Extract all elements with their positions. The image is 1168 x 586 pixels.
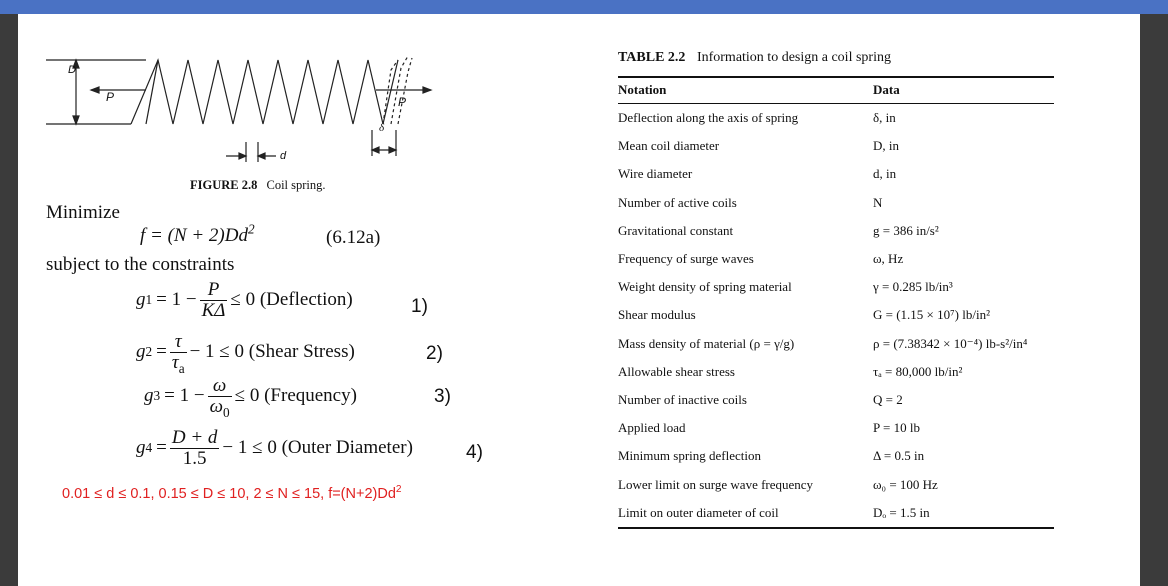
- row-data: Dₒ = 1.5 in: [873, 499, 1054, 528]
- table-row: [618, 273, 1054, 301]
- table-row: [618, 217, 1054, 245]
- constraint-g4: g 4 = $\frac{D + d}{1.5}$ − 1 ≤ 0 (Outer Diameter): [136, 427, 413, 469]
- g2-fraction: [170, 331, 187, 376]
- objective-function: [140, 221, 255, 247]
- table-row: [618, 189, 1054, 217]
- window-top-bar: [0, 0, 1168, 14]
- constraint-g3: g 3 = 1 − $\frac{\omega}{\omega_0}$ ≤ 0 (Frequency): [144, 375, 357, 420]
- row-data: ρ = (7.38342 × 10⁻⁴) lb-s²/in⁴: [873, 335, 1028, 351]
- g1-numerator: P: [200, 280, 228, 301]
- document-page: [18, 14, 1140, 586]
- row-data: ω₀ = 100 Hz: [873, 476, 938, 492]
- g2-lhs: g: [136, 341, 146, 363]
- table-row: [618, 414, 1054, 442]
- table-row: [618, 358, 1054, 386]
- g2-denominator: τ: [171, 351, 179, 373]
- minimize-label: Minimize: [46, 202, 120, 223]
- table-title: [618, 50, 891, 66]
- row-notation: Mean coil diameter: [618, 138, 720, 154]
- row-notation: Gravitational constant: [618, 222, 734, 238]
- g3-denominator: ω: [209, 395, 224, 417]
- table-row: [618, 104, 1054, 133]
- table-row: [618, 470, 1054, 498]
- g3-lhs: g: [144, 385, 154, 407]
- objective-tag: (6.12a): [326, 227, 381, 248]
- constraint-number-4: 4): [466, 442, 483, 463]
- g3-post: ≤ 0 (Frequency): [234, 385, 357, 407]
- g4-pre: =: [156, 437, 167, 459]
- g4-post: − 1 ≤ 0 (Outer Diameter): [222, 437, 413, 459]
- row-data: P = 10 lb: [873, 420, 920, 436]
- g2-numerator: τ: [170, 332, 187, 353]
- table-header-row: [618, 77, 1054, 104]
- g4-denominator: 1.5: [182, 447, 207, 469]
- fig-label-P-right: P: [398, 95, 407, 109]
- g4-lhs: g: [136, 437, 146, 459]
- row-data: ω, Hz: [873, 251, 904, 267]
- row-notation: Shear modulus: [618, 307, 696, 323]
- constraint-number-1: 1): [411, 296, 428, 317]
- objective-lhs: f = (N + 2)Dd: [140, 225, 248, 246]
- row-notation: Lower limit on surge wave frequency: [618, 476, 814, 492]
- row-notation: Number of inactive coils: [618, 391, 747, 407]
- row-notation: Frequency of surge waves: [618, 251, 754, 267]
- subject-label: subject to the constraints: [46, 254, 235, 275]
- table-row: [618, 499, 1054, 528]
- table-title-label: TABLE 2.2: [618, 50, 686, 65]
- variable-bounds: [62, 486, 402, 502]
- figure-caption: [190, 178, 326, 193]
- g3-fraction: [208, 375, 232, 420]
- row-notation: Allowable shear stress: [618, 363, 735, 379]
- row-notation: Number of active coils: [618, 194, 737, 210]
- g3-pre: = 1 −: [164, 385, 205, 407]
- coil-spring-figure: [36, 50, 446, 180]
- row-data: Δ = 0.5 in: [873, 448, 925, 464]
- table-row: [618, 132, 1054, 160]
- row-notation: Minimum spring deflection: [618, 448, 761, 464]
- constraint-number-2: 2): [426, 343, 443, 364]
- row-notation: Mass density of material (ρ = γ/g): [618, 335, 795, 351]
- bounds-exponent: 2: [395, 484, 402, 496]
- g1-lhs: g: [136, 289, 146, 311]
- g2-denominator-sub: a: [178, 360, 185, 376]
- bounds-text: 0.01 ≤ d ≤ 0.1, 0.15 ≤ D ≤ 10, 2 ≤ N ≤ 15, f=(N+2)Dd: [62, 486, 396, 502]
- row-data: τₐ = 80,000 lb/in²: [873, 363, 963, 379]
- row-data: g = 386 in/s²: [873, 222, 939, 238]
- header-notation: Notation: [618, 77, 873, 104]
- g1-pre: = 1 −: [156, 289, 197, 311]
- row-notation: Wire diameter: [618, 166, 693, 182]
- fig-label-D: D: [68, 64, 76, 76]
- row-data: d, in: [873, 166, 897, 182]
- figure-caption-label: FIGURE 2.8: [190, 178, 258, 192]
- figure-caption-text: Coil spring.: [266, 178, 326, 192]
- objective-exponent: 2: [247, 221, 255, 237]
- g4-fraction: [170, 428, 220, 469]
- row-notation: Limit on outer diameter of coil: [618, 499, 873, 528]
- row-data: D, in: [873, 138, 899, 154]
- row-data: N: [873, 194, 883, 210]
- row-data: γ = 0.285 lb/in³: [873, 279, 953, 295]
- g1-fraction: [200, 280, 228, 321]
- constraint-number-3: 3): [434, 386, 451, 407]
- table-row: [618, 386, 1054, 414]
- table-row: [618, 330, 1054, 358]
- row-data: Q = 2: [873, 391, 903, 407]
- row-notation: Applied load: [618, 420, 686, 436]
- fig-label-d: d: [280, 150, 287, 162]
- g4-numerator: D + d: [171, 427, 218, 448]
- row-notation: Deflection along the axis of spring: [618, 110, 799, 126]
- g3-denominator-sub: 0: [223, 404, 230, 420]
- g2-pre: =: [156, 341, 167, 363]
- table-row: [618, 301, 1054, 329]
- constraint-g1: g 1 = 1 − $\frac{P}{K\Delta}$ ≤ 0 (Deflection): [136, 279, 353, 321]
- fig-label-P-left: P: [106, 90, 115, 104]
- table-row: [618, 442, 1054, 470]
- row-data: G = (1.15 × 10⁷) lb/in²: [873, 307, 990, 323]
- g1-post: ≤ 0 (Deflection): [230, 289, 353, 311]
- g2-post: − 1 ≤ 0 (Shear Stress): [189, 341, 355, 363]
- coil-spring-table: [618, 76, 1054, 529]
- table-title-text: Information to design a coil spring: [696, 50, 891, 65]
- row-data: δ, in: [873, 110, 896, 126]
- fig-label-delta: δ: [379, 122, 385, 134]
- constraint-g2: g 2 = $\frac{\tau}{\tau_a}$ − 1 ≤ 0 (Shear Stress): [136, 331, 355, 376]
- table-row: [618, 160, 1054, 188]
- header-data: Data: [873, 77, 1054, 104]
- g1-denominator: KΔ: [201, 299, 226, 321]
- g3-numerator: ω: [208, 376, 232, 397]
- table-row: [618, 245, 1054, 273]
- row-notation: Weight density of spring material: [618, 279, 792, 295]
